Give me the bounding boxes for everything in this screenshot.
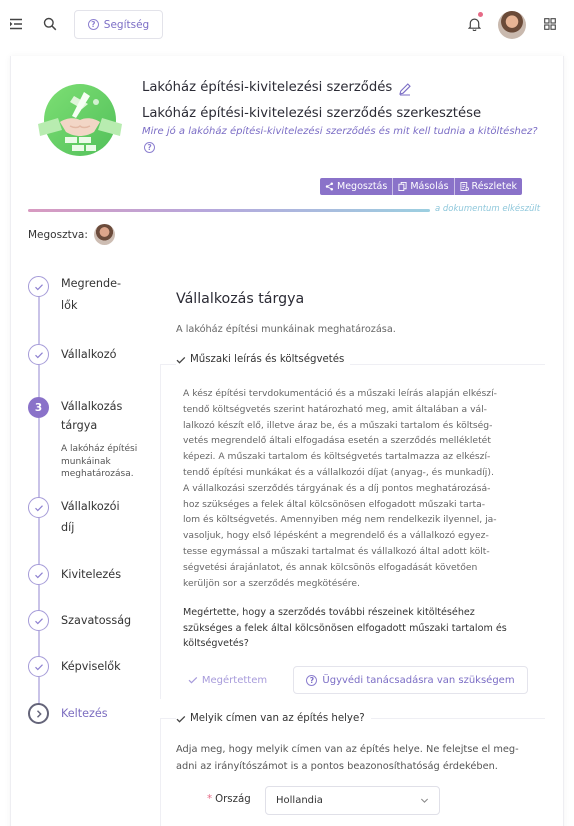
step-connector <box>38 296 40 344</box>
legal-advice-button[interactable] <box>293 666 528 694</box>
step-connector <box>38 518 40 565</box>
understood-button-label: Megértettem <box>201 674 268 686</box>
copy-button-label: Másolás <box>410 181 449 192</box>
chevron-down-icon <box>420 796 429 805</box>
step-7-check[interactable] <box>28 656 49 677</box>
body-line: képezi. A műszaki tartalom és költségvetés tartalmazza az elkészí- <box>183 451 491 463</box>
document-subtitle: Lakóház építési-kivitelezési szerződés szerkesztése <box>142 106 482 121</box>
menu-collapse-icon[interactable] <box>6 14 26 34</box>
body-line: A kész építési tervdokumentáció és a műszaki leírás alapján elkészí- <box>183 388 498 399</box>
body-line: ségvetési árajánlatot, és annak kölcsönös elfogadását követően <box>183 561 478 573</box>
step-2-check[interactable] <box>28 344 49 365</box>
construction-address-heading[interactable] <box>176 713 371 724</box>
step-8-label[interactable]: Keltezés <box>61 707 108 720</box>
step-connector <box>38 631 40 657</box>
step-1-label-line1: Megrende- <box>61 277 121 290</box>
step-connector <box>38 365 40 398</box>
country-select[interactable] <box>265 786 440 815</box>
progress-label: a dokumentum elkészült <box>435 204 541 214</box>
shared-label: Megosztva: <box>28 229 88 241</box>
body-line: vasoljuk, hogy első lépésként a megrendelő és a vállalkozó egyez- <box>183 530 489 542</box>
step-8-arrow[interactable] <box>28 703 49 724</box>
search-icon[interactable] <box>40 14 60 34</box>
action-toolbar <box>320 178 522 195</box>
body-line: lalkozó készít elő, illetve áraz be, és a műszaki tartalom és költség- <box>183 419 493 431</box>
top-bar <box>0 0 574 48</box>
shared-user-avatar[interactable] <box>94 224 115 245</box>
checkmark-icon <box>34 616 44 626</box>
body-line: tesse egymással a műszaki tartalmat és vállalkozó által adott költ- <box>183 545 490 557</box>
step-6-check[interactable] <box>28 610 49 631</box>
document-title: Lakóház építési-kivitelezési szerződés <box>142 80 393 95</box>
step-4-label[interactable] <box>61 496 120 535</box>
document-title-row <box>142 80 412 95</box>
section-description: A lakóház építési munkáinak meghatározása. <box>176 324 396 335</box>
question-line: szükséges a felek által kölcsönösen elfogadott műszaki tartalom és <box>183 622 507 634</box>
step-4-label-line1: Vállalkozói <box>61 500 120 513</box>
country-label-text: Ország <box>215 794 251 805</box>
copy-icon <box>398 182 407 191</box>
construction-address-description <box>176 741 526 775</box>
legal-advice-button-label: Ügyvédi tanácsadásra van szükségem <box>322 674 515 686</box>
understood-button[interactable] <box>176 666 279 694</box>
question-icon: ? <box>306 675 317 686</box>
step-connector <box>38 677 40 704</box>
step-connector <box>38 418 40 498</box>
body-line: tendő építési munkákat és a vállalkozói díjat (anyag-, és munkadíj). <box>183 466 494 478</box>
share-button-label: Megosztás <box>337 181 388 192</box>
body-line: vetés megrendelő általi elfogadása esetén a szerződés mellékletét <box>183 435 491 447</box>
step-6-label[interactable]: Szavatosság <box>61 614 132 627</box>
step-connector <box>38 585 40 611</box>
question-icon[interactable]: ? <box>144 142 155 153</box>
step-4-label-line2: díj <box>61 521 75 534</box>
copy-button[interactable] <box>392 178 453 195</box>
technical-description-heading-label: Műszaki leírás és költségvetés <box>190 354 345 365</box>
step-3-label[interactable] <box>61 396 122 433</box>
step-1-label[interactable] <box>61 275 121 313</box>
checkmark-icon <box>176 714 186 724</box>
help-button-label: Segítség <box>103 18 150 31</box>
technical-description-body <box>183 386 523 591</box>
checkmark-icon <box>188 675 198 685</box>
section-title: Vállalkozás tárgya <box>176 291 305 307</box>
notification-dot <box>478 12 483 17</box>
checkmark-icon <box>34 350 44 360</box>
step-3-number[interactable]: 3 <box>28 397 49 418</box>
required-marker: * <box>207 794 213 805</box>
details-button-label: Részletek <box>471 181 518 192</box>
grid-icon[interactable] <box>540 14 560 34</box>
bell-icon[interactable] <box>464 14 484 34</box>
construction-address-heading-label: Melyik címen van az építés helye? <box>190 713 365 724</box>
body-line: lom és költségvetés. Amennyiben még nem rendelkezik ilyennel, ja- <box>183 514 497 526</box>
details-button[interactable] <box>454 178 523 195</box>
country-select-value: Hollandia <box>276 795 323 806</box>
country-label <box>207 794 251 805</box>
body-line: tendő költségvetés szerint határozható meg, amit általában a vál- <box>183 403 487 415</box>
pencil-icon[interactable] <box>398 81 412 95</box>
step-3-label-line1: Vállalkozás <box>61 400 123 413</box>
question-icon: ? <box>88 19 99 30</box>
step-2-label[interactable]: Vállalkozó <box>61 348 117 361</box>
checkmark-icon <box>34 570 44 580</box>
progress-bar <box>28 209 430 212</box>
question-line: költségvetés? <box>183 638 249 649</box>
step-4-check[interactable] <box>28 497 49 518</box>
technical-description-heading[interactable] <box>176 354 350 365</box>
handshake-illustration <box>34 82 126 158</box>
user-avatar[interactable] <box>498 11 526 39</box>
checkmark-icon <box>176 355 186 365</box>
help-button[interactable] <box>74 10 163 39</box>
body-line: kerüljön sor a szerződés megkötésére. <box>183 577 360 589</box>
details-icon <box>460 182 469 191</box>
checkmark-icon <box>34 282 44 292</box>
step-3-description: A lakóház építési munkáinak meghatározása. <box>61 444 138 479</box>
step-7-label[interactable]: Képviselők <box>61 660 121 673</box>
checkmark-icon <box>34 662 44 672</box>
chevron-right-icon <box>34 709 44 719</box>
document-help-link[interactable]: Mire jó a lakóház építési-kivitelezési szerződés és mit kell tudnia a kitöltéshez? <box>142 126 538 137</box>
step-5-label[interactable]: Kivitelezés <box>61 568 122 581</box>
checkmark-icon <box>34 503 44 513</box>
confirmation-question <box>183 605 525 652</box>
share-icon <box>325 182 334 191</box>
share-button[interactable] <box>320 178 392 195</box>
question-line: Megértette, hogy a szerződés további részeinek kitöltéséhez <box>183 607 475 618</box>
desc-line: adni az irányítószámot is a pontos beazonosíthatóság érdekében. <box>176 761 498 772</box>
step-1-check[interactable] <box>28 276 49 297</box>
step-3-label-line2: tárgya <box>61 419 98 432</box>
body-line: A vállalkozási szerződés tárgyának és a díj pontos meghatározásá- <box>183 482 491 494</box>
step-1-label-line2: lők <box>61 299 78 312</box>
step-5-check[interactable] <box>28 564 49 585</box>
body-line: hoz szükséges a felek által kölcsönösen elfogadott műszaki tarta- <box>183 498 486 510</box>
desc-line: Adja meg, hogy melyik címen van az építés helye. Ne felejtse el meg- <box>176 744 519 755</box>
